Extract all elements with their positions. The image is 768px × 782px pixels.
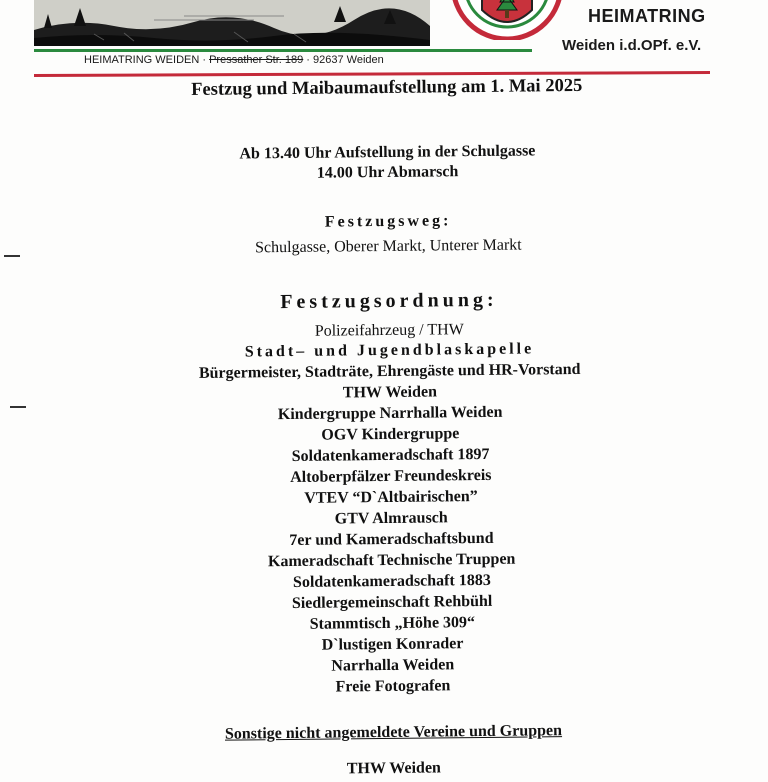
order-item: Bürgermeister, Stadträte, Ehrengäste und HR-Vorstand bbox=[198, 360, 581, 382]
order-item: VTEV “D`Altbairischen” bbox=[304, 488, 478, 507]
cut-off-line: THW Weiden bbox=[346, 759, 441, 778]
order-item: Soldatenkameradschaft 1897 bbox=[291, 445, 490, 465]
order-item: THW Weiden bbox=[342, 383, 438, 402]
assembly-time: Ab 13.40 Uhr Aufstellung in der Schulgasse bbox=[239, 142, 536, 163]
order-item: Stammtisch „Höhe 309“ bbox=[309, 614, 476, 633]
order-item: Narrhalla Weiden bbox=[331, 656, 455, 675]
others-heading: Sonstige nicht angemeldete Vereine und Gruppen bbox=[224, 722, 563, 743]
order-item: Siedlergemeinschaft Rehbühl bbox=[291, 592, 493, 612]
departure-time: 14.00 Uhr Abmarsch bbox=[316, 163, 459, 182]
order-item: Stadt– und Jugendblaskapelle bbox=[244, 340, 535, 361]
route-heading: Festzugsweg: bbox=[324, 212, 452, 231]
address-street-struck: Pressather Str. 189 bbox=[209, 54, 304, 66]
page-title: Festzug und Maibaumaufstellung am 1. Mai 2025 bbox=[191, 75, 583, 101]
order-item: OGV Kindergruppe bbox=[321, 425, 460, 444]
order-heading: Festzugsordnung: bbox=[280, 288, 498, 314]
order-item: Polizeifahrzeug / THW bbox=[314, 321, 464, 340]
order-item: Kindergruppe Narrhalla Weiden bbox=[277, 403, 503, 424]
address-suffix: · 92637 Weiden bbox=[303, 54, 384, 66]
org-city: Weiden i.d.OPf. e.V. bbox=[562, 37, 702, 54]
order-item: 7er und Kameradschaftsbund bbox=[289, 529, 494, 549]
route-text: Schulgasse, Oberer Markt, Unterer Markt bbox=[255, 236, 522, 257]
order-item: D`lustigen Konrader bbox=[321, 635, 464, 654]
order-item: Kameradschaft Technische Truppen bbox=[267, 550, 516, 571]
order-item: Freie Fotografen bbox=[335, 677, 451, 696]
address-prefix: HEIMATRING WEIDEN · bbox=[84, 54, 210, 66]
order-item: GTV Almrausch bbox=[334, 509, 448, 528]
order-item: Altoberpfälzer Freundeskreis bbox=[290, 466, 492, 486]
org-name: HEIMATRING bbox=[588, 6, 706, 26]
order-item: Soldatenkameradschaft 1883 bbox=[292, 571, 491, 591]
